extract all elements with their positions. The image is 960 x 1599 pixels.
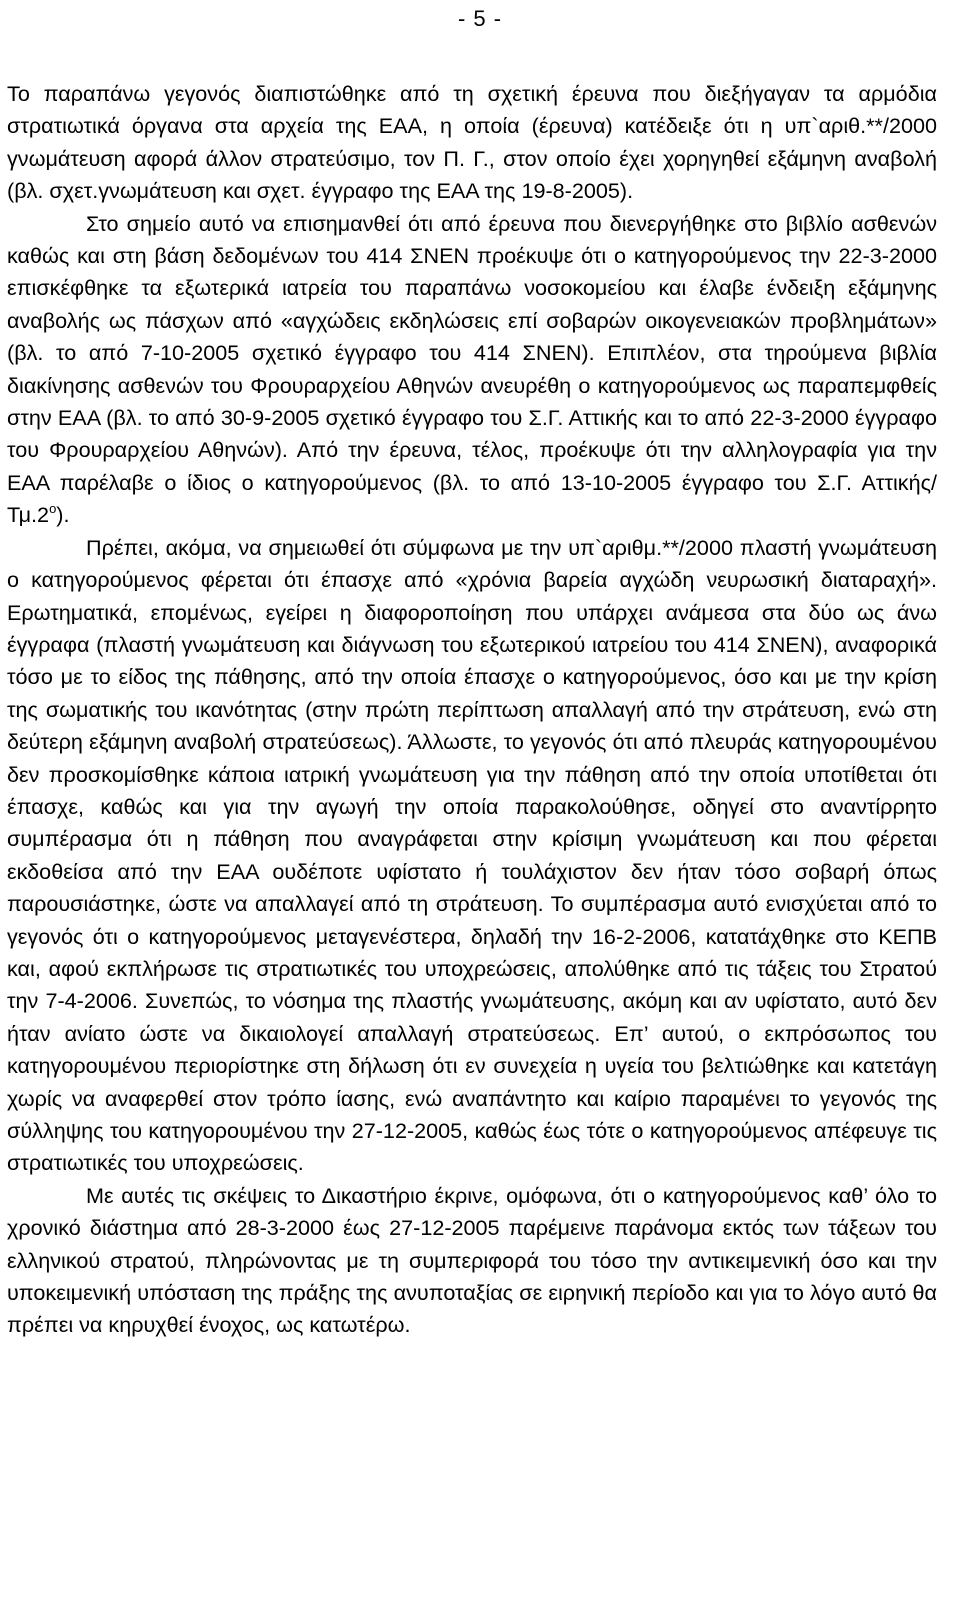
paragraph-2 <box>7 208 937 532</box>
paragraph-4: Με αυτές τις σκέψεις το Δικαστήριο έκρινε, ομόφωνα, ότι ο κατηγορούμενος καθ’ όλο το χρονικό διάστημα από 28-3-2000 έως 27-12-2005 παρέμεινε παράνομα εκτός των τάξεων του ελληνικού στρατού, πληρώνοντας με τη συμπεριφορά του τόσο την αντικειμενική όσο και την υποκειμενική υπόσταση της πράξης της ανυποταξίας σε ειρηνική περίοδο και για το λόγο αυτό θα πρέπει να κηρυχθεί ένοχος, ως κατωτέρω. <box>7 1182 937 1338</box>
paragraph-2-text: Στο σημείο αυτό να επισημανθεί ότι από έρευνα που διενεργήθηκε στο βιβλίο ασθενών καθώς και στη βάση δεδομένων του 414 ΣΝΕΝ προέκυψε ότι ο κατηγορούμενος την 22-3-2000 επισκέφθηκε τα εξωτερικά ιατρεία του παραπάνω νοσοκομείου και έλαβε ένδειξη εξάμηνης αναβολής ως πάσχων από «αγχώδεις εκδηλώσεις επί σοβαρών οικογενειακών προβλημάτων» (βλ. το από 7-10-2005 σχετικό έγγραφο του 414 ΣΝΕΝ). Επιπλέον, στα τηρούμενα βιβλία διακίνησης ασθενών του Φρουραρχείου Αθηνών ανευρέθη ο κατηγορούμενος ως παραπεμφθείς στην ΕΑΑ (βλ. το από 30-9-2005 σχετικό έγγραφο του Σ.Γ. Αττικής και το από 22-3-2000 έγγραφο του Φρουραρχείου Αθηνών). Από την έρευνα, τέλος, προέκυψε ότι την αλληλογραφία για την ΕΑΑ παρέλαβε ο ίδιος ο κατηγορούμενος (βλ. το από 13-10-2005 έγγραφο του Σ.Γ. Αττικής/Τμ.2 <box>7 210 937 528</box>
ordinal-superscript: ο <box>49 501 57 517</box>
paragraph-2-tail: ). <box>56 502 70 528</box>
paragraph-1: Το παραπάνω γεγονός διαπιστώθηκε από τη σχετική έρευνα που διεξήγαγαν τα αρμόδια στρατιωτικά όργανα στα αρχεία της ΕΑΑ, η οποία (έρευνα) κατέδειξε ότι η υπ`αριθ.**/2000 γνωμάτευση αφορά άλλον στρατεύσιμο, τον Π. Γ., στον οποίο έχει χορηγηθεί εξάμηνη αναβολή (βλ. σχετ.γνωμάτευση και σχετ. έγγραφο της ΕΑΑ της 19-8-2005). <box>7 81 937 204</box>
document-body <box>7 78 937 1342</box>
paragraph-3: Πρέπει, ακόμα, να σημειωθεί ότι σύμφωνα με την υπ`αριθμ.**/2000 πλαστή γνωμάτευση ο κατηγορούμενος φέρεται ότι έπασχε από «χρόνια βαρεία αγχώδη νευρωσική διαταραχή». Ερωτηματικά, επομένως, εγείρει η διαφοροποίηση που υπάρχει ανάμεσα στα δύο ως άνω έγγραφα (πλαστή γνωμάτευση και διάγνωση του εξωτερικού ιατρείου του 414 ΣΝΕΝ), αναφορικά τόσο με το είδος της πάθησης, από την οποία έπασχε ο κατηγορούμενος, όσο και με την κρίση της σωματικής του ικανότητας (στην πρώτη περίπτωση απαλλαγή από την στράτευση, ενώ στη δεύτερη εξάμηνη αναβολή στρατεύσεως). Άλλωστε, το γεγονός ότι από πλευράς κατηγορουμένου δεν προσκομίσθηκε κάποια ιατρική γνωμάτευση για την πάθηση από την οποία υποτίθεται ότι έπασχε, καθώς και για την αγωγή την οποία παρακολούθησε, οδηγεί στο αναντίρρητο συμπέρασμα ότι η πάθηση που αναγράφεται στην κρίσιμη γνωμάτευση και που φέρεται εκδοθείσα από την ΕΑΑ ουδέποτε υφίστατο ή τουλάχιστον δεν ήταν τόσο σοβαρή όπως παρουσιάστηκε, ώστε να απαλλαγεί από τη στράτευση. Το συμπέρασμα αυτό ενισχύεται από το γεγονός ότι ο κατηγορούμενος μεταγενέστερα, δηλαδή την 16-2-2006, κατατάχθηκε στο ΚΕΠΒ και, αφού εκπλήρωσε τις στρατιωτικές του υποχρεώσεις, απολύθηκε από τις τάξεις του Στρατού την 7-4-2006. Συνεπώς, το νόσημα της πλαστής γνωμάτευσης, ακόμη και αν υφίστατο, αυτό δεν ήταν ανίατο ώστε να δικαιολογεί απαλλαγή στρατεύσεως. Επ’ αυτού, ο εκπρόσωπος του κατηγορουμένου περιορίστηκε στη δήλωση ότι εν συνεχεία η υγεία του βελτιώθηκε και κατετάγη χωρίς να αναφερθεί στον τρόπο ίασης, ενώ αναπάντητο και καίριο παραμένει το γεγονός της σύλληψης του κατηγορουμένου την 27-12-2005, καθώς έως τότε ο κατηγορούμενος απέφευγε τις στρατιωτικές του υποχρεώσεις. <box>7 534 937 1176</box>
page-number: - 5 - <box>457 6 503 31</box>
